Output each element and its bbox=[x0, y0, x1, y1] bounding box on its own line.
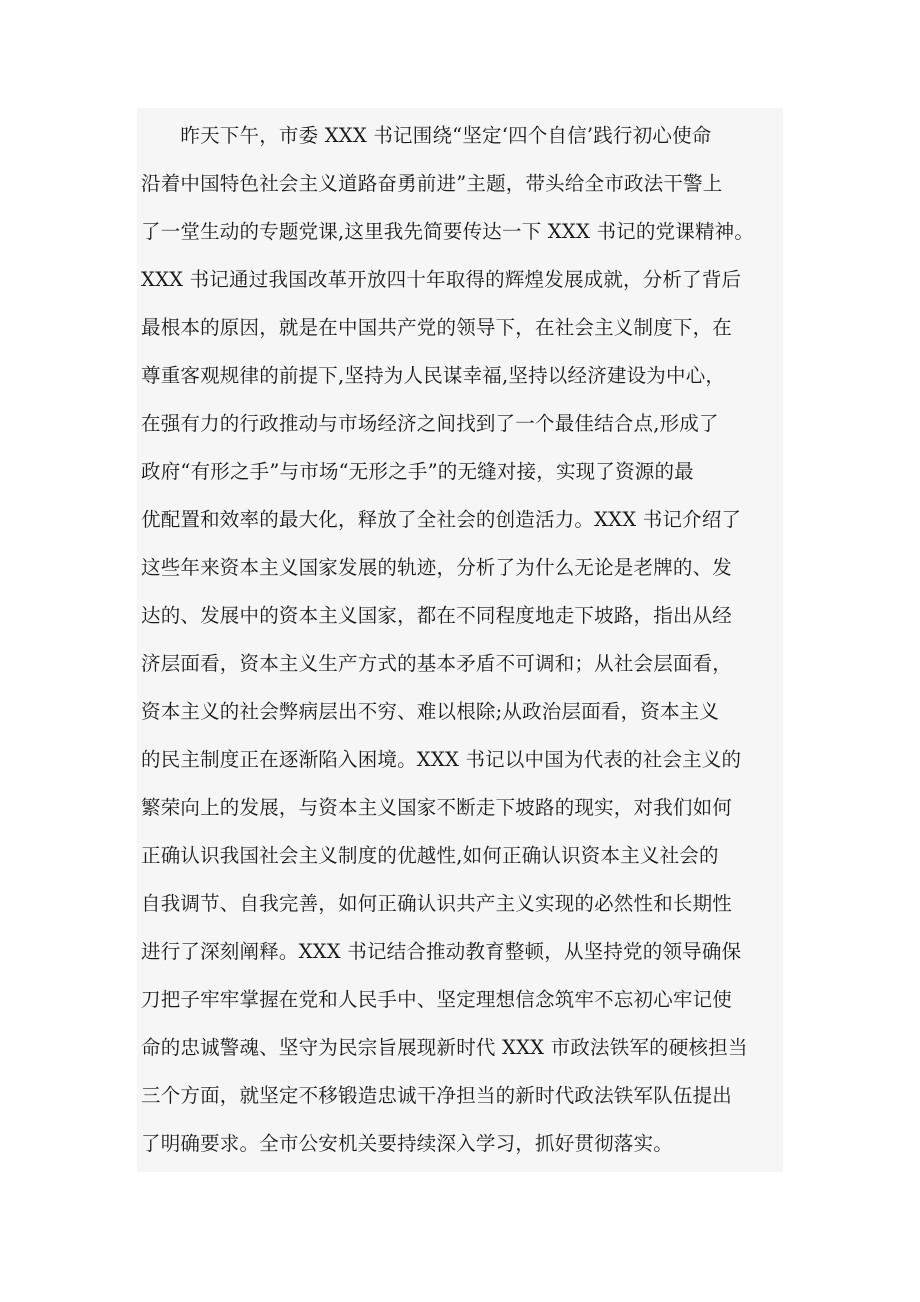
paragraph-line: 命的忠诚警魂、坚守为民宗旨展现新时代 XXX 市政法铁军的硬核担当 bbox=[141, 1036, 748, 1059]
paragraph-line: 三个方面，就坚定不移锻造忠诚干净担当的新时代政法铁军队伍提出 bbox=[141, 1084, 733, 1107]
paragraph-line: 繁荣向上的发展，与资本主义国家不断走下坡路的现实，对我们如何 bbox=[141, 796, 733, 819]
paragraph-line: 自我调节、自我完善，如何正确认识共产主义实现的必然性和长期性 bbox=[141, 892, 733, 915]
paragraph-line: 沿着中国特色社会主义道路奋勇前进”主题，带头给全市政法干警上 bbox=[141, 172, 723, 195]
paragraph-line: 达的、发展中的资本主义国家，都在不同程度地走下坡路，指出从经 bbox=[141, 604, 733, 627]
paragraph-line: 在强有力的行政推动与市场经济之间找到了一个最佳结合点,形成了 bbox=[141, 412, 719, 435]
paragraph-line: 的民主制度正在逐渐陷入困境。XXX 书记以中国为代表的社会主义的 bbox=[141, 748, 742, 771]
paragraph-line: 这些年来资本主义国家发展的轨迹，分析了为什么无论是老牌的、发 bbox=[141, 556, 733, 579]
paragraph-line: 正确认识我国社会主义制度的优越性,如何正确认识资本主义社会的 bbox=[141, 844, 719, 867]
paragraph-line: 最根本的原因，就是在中国共产党的领导下，在社会主义制度下，在 bbox=[141, 316, 733, 339]
paragraph-line: 资本主义的社会弊病层出不穷、难以根除;从政治层面看，资本主义 bbox=[141, 700, 720, 723]
paragraph-line: 济层面看，资本主义生产方式的基本矛盾不可调和；从社会层面看， bbox=[141, 652, 733, 675]
paragraph-line: 进行了深刻阐释。XXX 书记结合推动教育整顿，从坚持党的领导确保 bbox=[141, 940, 742, 963]
paragraph-line: 政府“有形之手”与市场“无形之手”的无缝对接，实现了资源的最 bbox=[141, 460, 694, 483]
paragraph-line: 尊重客观规律的前提下,坚持为人民谋幸福,坚持以经济建设为中心， bbox=[141, 364, 726, 387]
paragraph-line: 优配置和效率的最大化，释放了全社会的创造活力。XXX 书记介绍了 bbox=[141, 508, 742, 531]
paragraph-block bbox=[137, 108, 783, 1172]
paragraph-line: 昨天下午，市委 XXX 书记围绕“坚定‘四个自信’践行初心使命 bbox=[141, 124, 712, 147]
paragraph-line: 刀把子牢牢掌握在党和人民手中、坚定理想信念筑牢不忘初心牢记使 bbox=[141, 988, 733, 1011]
paragraph-line: XXX 书记通过我国改革开放四十年取得的辉煌发展成就，分析了背后 bbox=[141, 268, 742, 291]
paragraph-line: 了一堂生动的专题党课,这里我先简要传达一下 XXX 书记的党课精神。 bbox=[141, 220, 755, 243]
paragraph-line: 了明确要求。全市公安机关要持续深入学习，抓好贯彻落实。 bbox=[141, 1132, 673, 1155]
